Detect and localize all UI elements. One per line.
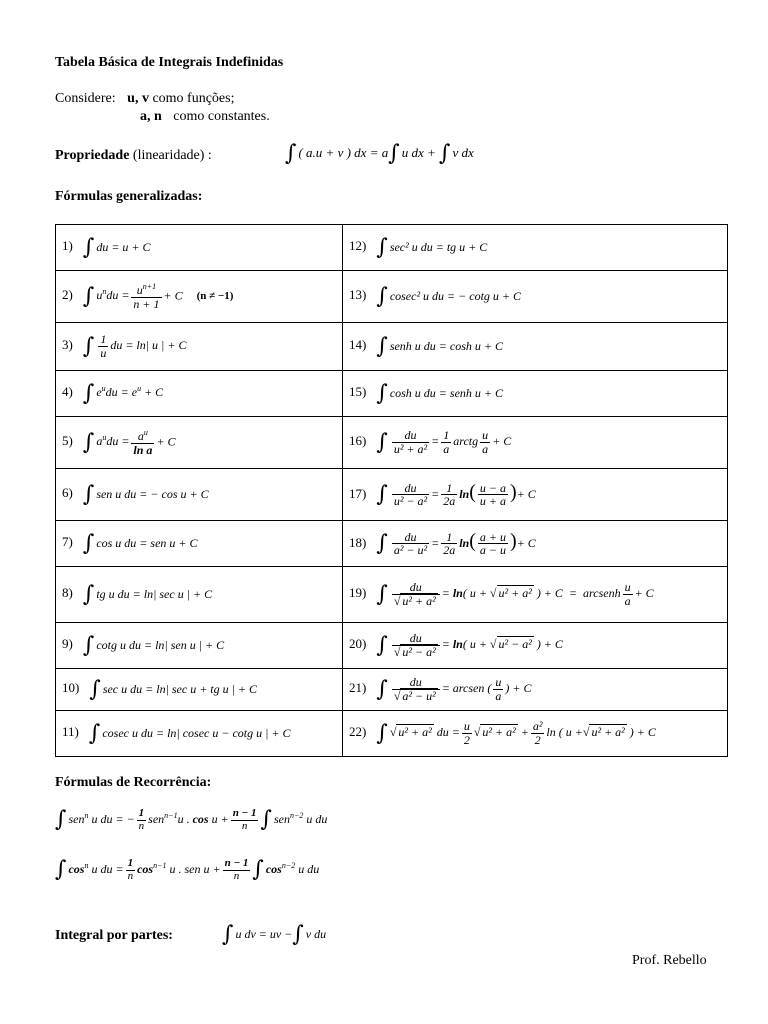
formula-6: 6) ∫ sen u du = − cos u + C: [56, 469, 343, 521]
parts-label: Integral por partes:: [55, 928, 173, 943]
consider-line-1: [55, 91, 234, 107]
consider-line-2: [140, 109, 270, 125]
formula-19: 19) ∫ $\frac{du}{\text{√ u² + a²}}$ = ln( u + √ u² + a² ) + C = arcsenh $\frac{u}{a}$ + C: [343, 567, 728, 623]
consider-text-2: como constantes.: [173, 109, 270, 124]
formula-20: 20) ∫ $\frac{du}{\text{√ u² − a²}}$ = ln( u + √ u² − a² ) + C: [343, 623, 728, 669]
property-line: [55, 148, 212, 164]
consider-label: Considere:: [55, 91, 116, 106]
formula-2: 2) ∫ $u^ndu$ = $\frac{u^{n+1}}{n + 1}$ + C (n ≠ −1): [56, 271, 343, 323]
consider-vars-1: u, v: [127, 91, 149, 106]
formula-9: 9) ∫ cotg u du = ln| sen u | + C: [56, 623, 343, 669]
formula-16: 16) ∫ $\frac{du}{\text{u² + a²}}$ = $\frac{1}{a}$ arctg $\frac{u}{a}$ + C: [343, 417, 728, 469]
table-row: [56, 417, 728, 469]
formula-7: 7) ∫ cos u du = sen u + C: [56, 521, 343, 567]
formula-22: 22) ∫ √ u² + a² du = $\frac{u}{2}$ √ u² + a² + $\frac{\text{a²}}{2}$ ln ( u +√ u² + a² ) + C: [343, 711, 728, 757]
table-row: [56, 225, 728, 271]
formula-12: 12) ∫ sec² u du = tg u + C: [343, 225, 728, 271]
parts-formula: ∫ u dv = uv −∫ v du: [222, 922, 327, 947]
table-row: [56, 521, 728, 567]
formula-1: 1) ∫ du = u + C: [56, 225, 343, 271]
recurrence-cos: ∫ $\cos^n u$ du = $\frac{1}{n}$ $\cos^{n-1} u$ . sen u + $\frac{n - 1}{n}$ ∫ $\cos^{n-2} u$ du: [55, 857, 320, 883]
table-row: [56, 669, 728, 711]
formula-5: 5) ∫ $a^udu$ = $\frac{a^u}{\text{ln a}}$ + C: [56, 417, 343, 469]
formula-11: 11) ∫ cosec u du = ln| cosec u − cotg u | + C: [56, 711, 343, 757]
page-title: Tabela Básica de Integrais Indefinidas: [55, 55, 284, 70]
generalized-title: Fórmulas generalizadas:: [55, 189, 203, 204]
table-row: [56, 271, 728, 323]
formula-21: 21) ∫ $\frac{du}{\text{√ a² − u²}}$ = arcsen ( $\frac{u}{a}$ ) + C: [343, 669, 728, 711]
formula-14: 14) ∫ senh u du = cosh u + C: [343, 323, 728, 371]
formula-4: 4) ∫ $e^udu = e^u + C$: [56, 371, 343, 417]
table-row: [56, 371, 728, 417]
consider-text-1: como funções;: [152, 91, 235, 106]
table-row: [56, 711, 728, 757]
property-paren: (linearidade) :: [132, 148, 212, 163]
formula-10: 10) ∫ sec u du = ln| sec u + tg u | + C: [56, 669, 343, 711]
formula-3: 3) ∫ $\frac{1}{u}$ du = ln| u | + C: [56, 323, 343, 371]
property-formula: ∫ ( a.u + v ) dx = a∫ u dx + ∫ v dx: [285, 141, 474, 166]
property-label: Propriedade: [55, 148, 130, 163]
recurrence-title: Fórmulas de Recorrência:: [55, 775, 212, 790]
formula-15: 15) ∫ cosh u du = senh u + C: [343, 371, 728, 417]
table-row: [56, 623, 728, 669]
table-row: [56, 567, 728, 623]
recurrence-sen: ∫ sen$^n$ u du = − $\frac{1}{n}$ sen$^{n-1}$u . cos u + $\frac{n - 1}{n}$ ∫ sen$^{n-2}$ u du: [55, 807, 328, 833]
author: Prof. Rebello: [632, 953, 707, 968]
table-row: [56, 469, 728, 521]
formula-17: 17) ∫ $\frac{du}{\text{u² − a²}}$ = $\frac{1}{2a}$ ln( $\frac{u - a}{u + a}$ )+ C: [343, 469, 728, 521]
consider-vars-2: a, n: [140, 109, 162, 124]
table-row: [56, 323, 728, 371]
formula-18: 18) ∫ $\frac{du}{\text{a² − u²}}$ = $\frac{1}{2a}$ ln( $\frac{a + u}{a - u}$ )+ C: [343, 521, 728, 567]
integral-table: [55, 224, 728, 757]
formula-8: 8) ∫ tg u du = ln| sec u | + C: [56, 567, 343, 623]
formula-13: 13) ∫ cosec² u du = − cotg u + C: [343, 271, 728, 323]
